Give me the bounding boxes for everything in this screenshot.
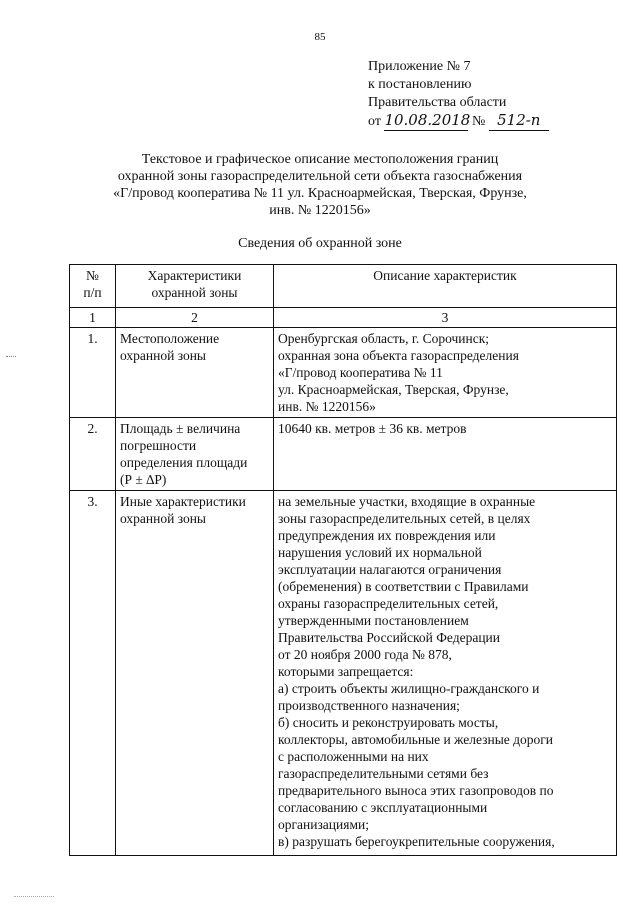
date-prefix: от <box>368 114 381 129</box>
column-number: 3 <box>274 308 617 328</box>
row-description: Оренбургская область, г. Сорочинск; охранная зона объекта газораспределения «Г/провод кооператива № 11 ул. Красноармейская, Тверская, Фрунзе, инв. № 1220156» <box>274 328 617 418</box>
column-number: 1 <box>70 308 116 328</box>
row-number: 3. <box>70 491 116 856</box>
column-number: 2 <box>116 308 274 328</box>
row-number: 2. <box>70 418 116 491</box>
appendix-line: Правительства области <box>368 95 507 110</box>
table-row <box>70 491 617 856</box>
date-field <box>384 111 471 131</box>
number-field <box>489 112 549 131</box>
header-cell-characteristics: Характеристики охранной зоны <box>116 265 274 308</box>
table-row <box>70 418 617 491</box>
table-row <box>70 328 617 418</box>
title-line: Текстовое и графическое описание местоположения границ <box>141 152 499 167</box>
title-line: инв. № 1220156» <box>269 203 371 218</box>
appendix-block <box>368 58 549 131</box>
column-number-row <box>70 308 617 328</box>
appendix-line: к постановлению <box>368 77 472 92</box>
row-description: на земельные участки, входящие в охранные зоны газораспределительных сетей, в целях предупреждения их повреждения или нарушения условий их нормальной эксплуатации налагаются ограничения (обременения) в соответствии с Правилами охраны газораспределительных сетей, утвержденными постановлением Правительства Российской Федерации от 20 ноября 2000 года № 878, которыми запрещается: а) строить объекты жилищно-гражданского и производственного назначения; б) сносить и реконструировать мосты, коллекторы, автомобильные и железные дороги с расположенными на них газораспределительными сетями без предварительного выноса этих газопроводов по согласованию с эксплуатационными организациями; в) разрушать берегоукрепительные сооружения, <box>274 491 617 856</box>
section-subtitle: Сведения об охранной зоне <box>238 236 402 251</box>
title-line: охранной зоны газораспределительной сети объекта газоснабжения <box>117 169 523 184</box>
row-characteristic: Площадь ± величина погрешности определения площади (Р ± ∆Р) <box>116 418 274 491</box>
handwritten-date: 10.08.2018 <box>384 111 471 129</box>
row-characteristic: Иные характеристики охранной зоны <box>116 491 274 856</box>
number-prefix: № <box>471 114 486 129</box>
header-cell-description: Описание характеристик <box>274 265 617 308</box>
table-header-row <box>70 265 617 308</box>
page-number: 85 <box>314 31 326 43</box>
title-line: «Г/провод кооператива № 11 ул. Красноармейская, Тверская, Фрунзе, <box>113 186 527 201</box>
footer-mark <box>14 896 54 897</box>
row-description: 10640 кв. метров ± 36 кв. метров <box>274 418 617 491</box>
protection-zone-table <box>69 264 617 856</box>
document-title <box>80 151 560 219</box>
handwritten-number: 512-п <box>497 111 541 129</box>
appendix-date-line <box>368 112 549 131</box>
header-cell-number: № п/п <box>70 265 116 308</box>
margin-mark <box>6 356 16 357</box>
row-characteristic: Местоположение охранной зоны <box>116 328 274 418</box>
appendix-line: Приложение № 7 <box>368 59 471 74</box>
row-number: 1. <box>70 328 116 418</box>
